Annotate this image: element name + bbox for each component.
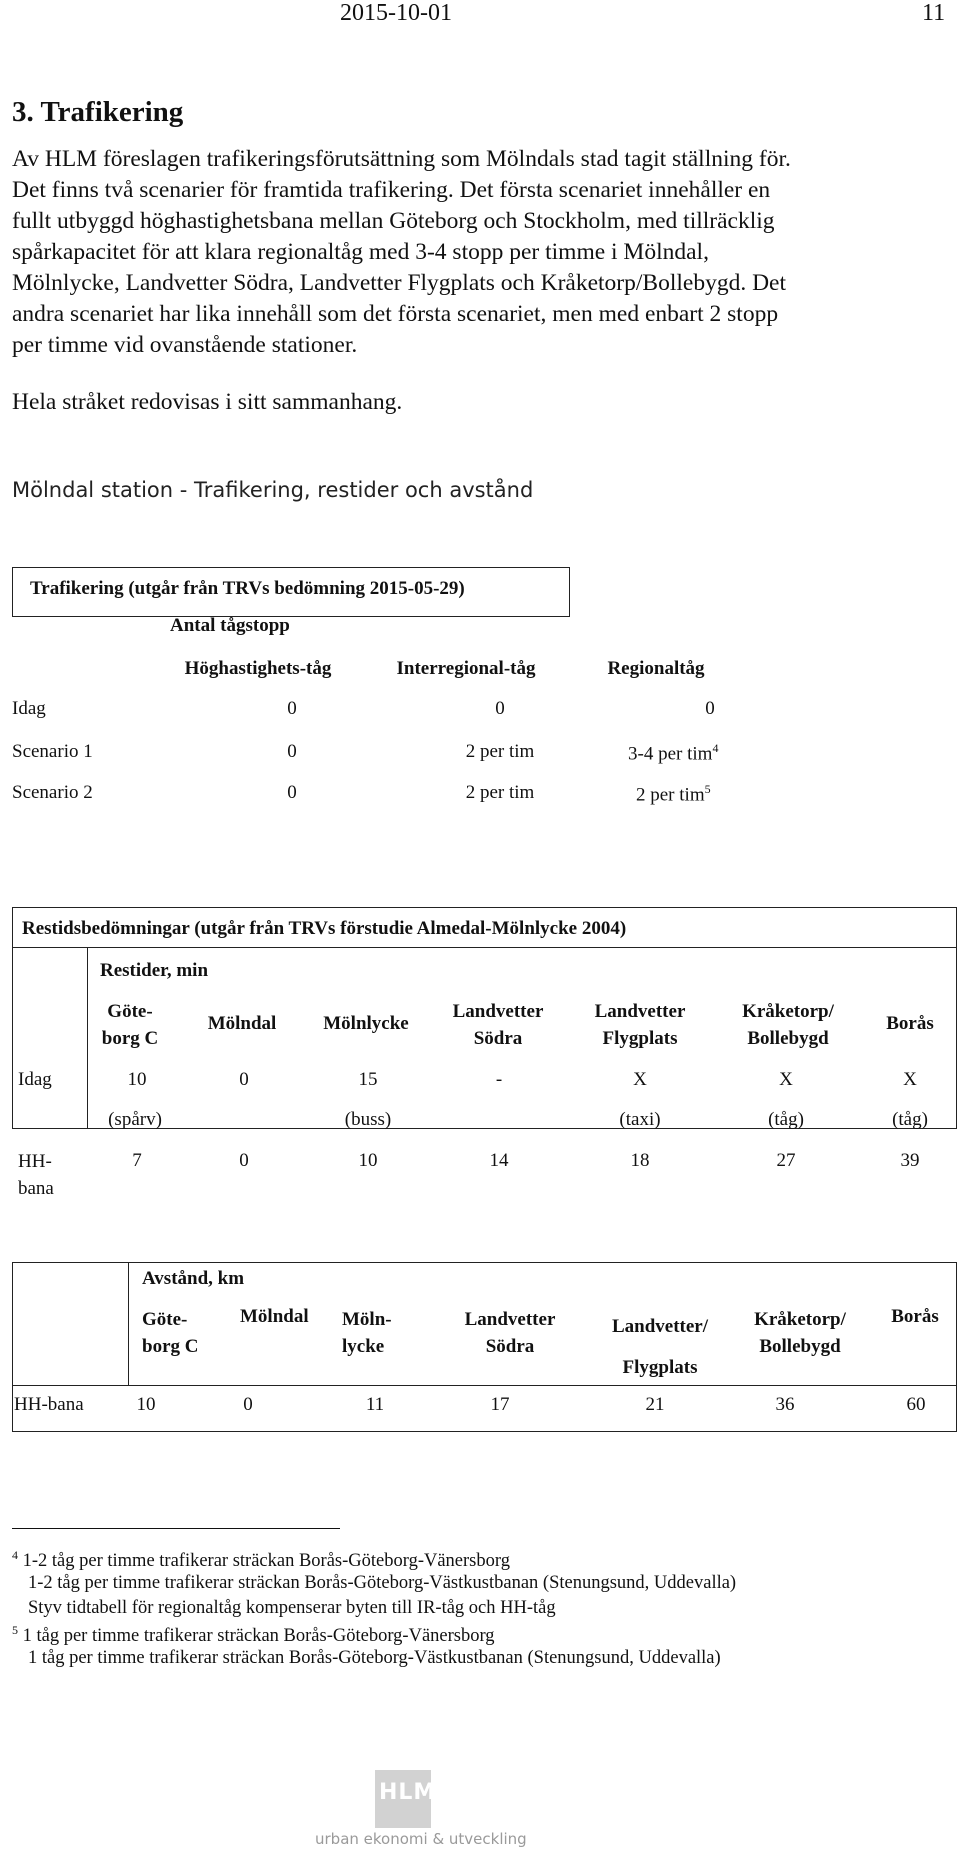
table1-cell: 0 — [287, 698, 297, 719]
footnote-5 — [12, 1623, 495, 1647]
table2-col-header: Landvetter Södra — [452, 1001, 544, 1049]
table1-title: Trafikering (utgår från TRVs bedömning 2015-05-29) — [30, 578, 465, 599]
table2-cell: 7 — [132, 1150, 142, 1171]
paragraph-line: per timme vid ovanstående stationer. — [12, 332, 358, 358]
table1-cell: 2 per tim — [465, 741, 535, 762]
intro-paragraph — [12, 144, 942, 361]
table3-row-label: HH-bana — [14, 1394, 84, 1415]
table1-cell-value: 2 per tim — [636, 784, 705, 806]
table1-cell — [628, 741, 718, 765]
table2-note: (tåg) — [892, 1109, 928, 1130]
table2-cell: 15 — [358, 1069, 378, 1090]
table3-col-header: Landvetter Södra — [464, 1309, 556, 1357]
logo-tagline: urban ekonomi & utveckling — [315, 1830, 527, 1848]
table2-col-header: Borås — [886, 1013, 934, 1034]
footnote-line: Styv tidtabell för regionaltåg kompenserar byten till IR-tåg och HH-tåg — [28, 1598, 556, 1618]
paragraph-line: andra scenariet har lika innehåll som det första scenariet, men med enbart 2 stopp — [12, 301, 779, 327]
table3-cell: 11 — [365, 1394, 385, 1415]
summary-paragraph: Hela stråket redovisas i sitt sammanhang. — [12, 389, 403, 415]
footnote-mark: 5 — [12, 1623, 18, 1637]
table2-cell: X — [903, 1069, 917, 1090]
footnote-line: 1-2 tåg per timme trafikerar sträckan Borås-Göteborg-Vänersborg — [22, 1551, 510, 1572]
table1-cell: 0 — [705, 698, 715, 719]
table1-cell: 2 per tim — [465, 782, 535, 803]
footnote-line: 1 tåg per timme trafikerar sträckan Borås-Göteborg-Vänersborg — [22, 1626, 495, 1647]
table2-divider — [87, 947, 88, 1129]
table3-divider — [12, 1385, 957, 1386]
section-title: 3. Trafikering — [12, 96, 184, 128]
table2-cell: 10 — [358, 1150, 378, 1171]
footnote-mark: 4 — [12, 1548, 18, 1562]
table1-row-label: Scenario 1 — [12, 741, 93, 762]
table2-row-label: Idag — [18, 1069, 52, 1090]
table2-cell: X — [779, 1069, 793, 1090]
table2-col-header: Mölnlycke — [323, 1013, 409, 1034]
table2-note: (taxi) — [619, 1109, 661, 1130]
paragraph-line: fullt utbyggd höghastighetsbana mellan Göteborg och Stockholm, med tillräcklig — [12, 208, 775, 234]
table2-note: (spårv) — [108, 1109, 162, 1130]
table1-cell — [636, 782, 711, 806]
table2-col-header: Kråketorp/ Bollebygd — [742, 1001, 834, 1049]
table2-note: (buss) — [344, 1109, 392, 1130]
paragraph-line: Av HLM föreslagen trafikeringsförutsättning som Mölndals stad tagit ställning för. — [12, 146, 791, 172]
hlm-logo — [315, 1770, 527, 1853]
table2-cell: 0 — [239, 1150, 249, 1171]
table2-row-label: HH- bana — [18, 1151, 54, 1199]
page-number: 11 — [922, 0, 946, 26]
paragraph-line: Mölnlycke, Landvetter Södra, Landvetter Flygplats och Kråketorp/Bollebygd. Det — [12, 270, 786, 296]
table1-cell: 0 — [287, 782, 297, 803]
station-subtitle: Mölndal station - Trafikering, restider och avstånd — [12, 478, 534, 502]
table2-cell: 27 — [776, 1150, 796, 1171]
table3-col-header: Möln- lycke — [342, 1309, 392, 1357]
table3-cell: 0 — [243, 1394, 253, 1415]
paragraph-line: spårkapacitet för att klara regionaltåg med 3-4 stopp per timme i Mölndal, — [12, 239, 709, 265]
footnote-ref: 4 — [712, 741, 719, 755]
table3-cell: 36 — [775, 1394, 795, 1415]
paragraph-line: Det finns två scenarier för framtida trafikering. Det första scenariet innehåller en — [12, 177, 771, 203]
footnote-separator — [12, 1528, 340, 1529]
table2-col-header: Landvetter Flygplats — [594, 1001, 686, 1049]
table2-title: Restidsbedömningar (utgår från TRVs förstudie Almedal-Mölnlycke 2004) — [22, 918, 627, 939]
table2-cell: 10 — [127, 1069, 147, 1090]
table2-cell: X — [633, 1069, 647, 1090]
table3-col-header: Göte- borg C — [142, 1309, 199, 1357]
table3-col-header: Landvetter/ Flygplats — [611, 1316, 709, 1378]
table2-col-header: Göte- borg C — [101, 1001, 159, 1049]
table2-col-header: Mölndal — [207, 1013, 277, 1034]
table3-cell: 21 — [645, 1394, 665, 1415]
header-date: 2015-10-01 — [340, 0, 452, 26]
footnote-line: 1-2 tåg per timme trafikerar sträckan Borås-Göteborg-Västkustbanan (Stenungsund, Uddevalla) — [28, 1573, 737, 1593]
table1-group-header: Antal tågstopp — [170, 615, 290, 636]
table1-row-label: Scenario 2 — [12, 782, 93, 803]
logo-mark-text: HLM — [379, 1780, 437, 1805]
table1-cell: 0 — [495, 698, 505, 719]
table1-cell-value: 3-4 per tim — [628, 743, 713, 765]
table2-cell: 39 — [900, 1150, 920, 1171]
table1-col-header: Höghastighets-tåg — [184, 658, 332, 679]
table2-cell: - — [495, 1069, 503, 1090]
table2-cell: 18 — [630, 1150, 650, 1171]
table3-col-header: Kråketorp/ Bollebygd — [754, 1309, 846, 1357]
table2-divider — [12, 947, 957, 948]
table2-cell: 0 — [239, 1069, 249, 1090]
table3-cell: 17 — [490, 1394, 510, 1415]
table3-divider — [128, 1262, 129, 1385]
footnote-4 — [12, 1548, 510, 1572]
table2-note: (tåg) — [768, 1109, 804, 1130]
table1-col-header: Interregional-tåg — [396, 658, 536, 679]
footnote-ref: 5 — [704, 782, 711, 796]
table3-cell: 60 — [906, 1394, 926, 1415]
table3-col-header: Mölndal — [240, 1306, 309, 1327]
table3-cell: 10 — [136, 1394, 156, 1415]
table3-group-header: Avstånd, km — [142, 1268, 245, 1289]
table3-col-header: Borås — [891, 1306, 939, 1327]
footnote-line: 1 tåg per timme trafikerar sträckan Borås-Göteborg-Västkustbanan (Stenungsund, Uddevalla) — [28, 1648, 721, 1668]
table1-cell: 0 — [287, 741, 297, 762]
table1-col-header: Regionaltåg — [607, 658, 705, 679]
table1-row-label: Idag — [12, 698, 46, 719]
table2-cell: 14 — [489, 1150, 509, 1171]
table2-group-header: Restider, min — [100, 960, 209, 981]
